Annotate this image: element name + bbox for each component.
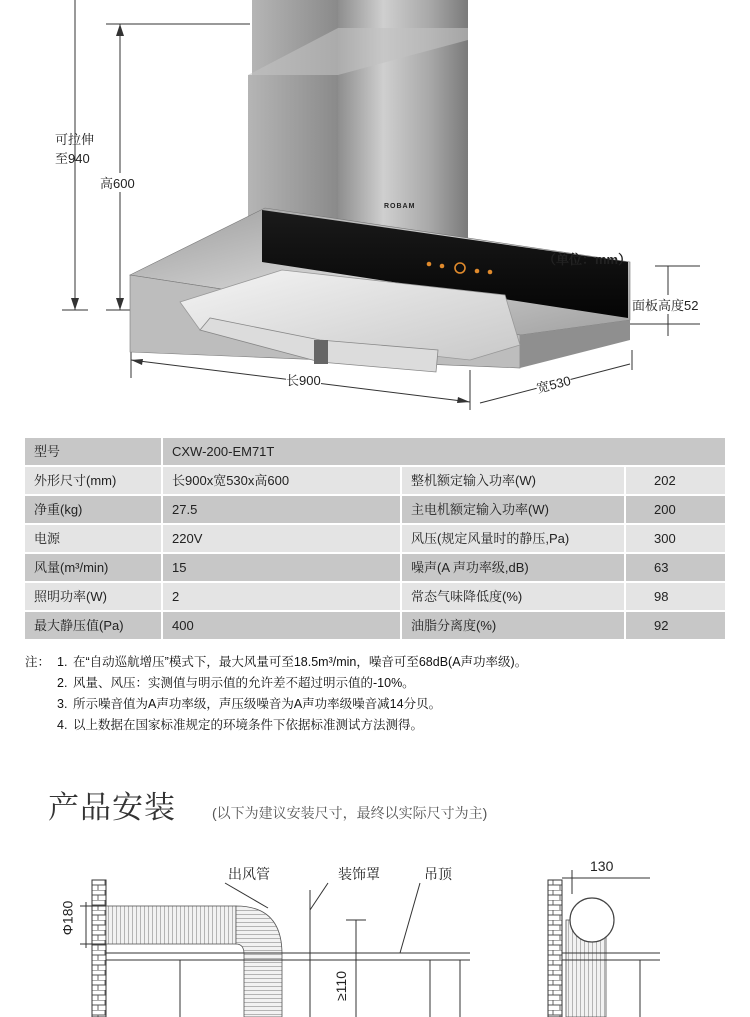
note-number: 4.: [57, 718, 68, 732]
table-row: [25, 583, 725, 610]
panel-height-label: 面板高度52: [632, 295, 698, 314]
hood-body: [130, 208, 630, 372]
stretch-value-label: 至940: [55, 151, 90, 166]
note-item: [25, 715, 740, 736]
control-button-1[interactable]: [427, 262, 432, 267]
spec-key: 风量(m³/min): [25, 554, 161, 581]
table-row: [25, 525, 725, 552]
ceiling-label: 吊顶: [424, 866, 452, 882]
duct-horizontal: [106, 906, 236, 944]
install-subtitle: (以下为建议安装尺寸，最终以实际尺寸为主): [212, 805, 488, 821]
width-label: 宽530: [534, 370, 572, 397]
note-item: [25, 694, 740, 715]
table-row: [25, 467, 725, 494]
stretch-label: 可拉伸: [55, 132, 95, 147]
model-label: 型号: [25, 438, 161, 465]
spec-value: 27.5: [163, 496, 400, 523]
spec-table: [25, 438, 725, 641]
spec-key: 电源: [25, 525, 161, 552]
spec-value: 98: [626, 583, 725, 610]
range-hood-drawing: [0, 0, 750, 430]
notes-lead: 注：: [25, 655, 51, 669]
spec-value: 202: [626, 467, 725, 494]
install-title: 产品安装: [48, 790, 176, 825]
spec-value: 300: [626, 525, 725, 552]
spec-key: 主电机额定输入功率(W): [402, 496, 624, 523]
length-label: 长900: [286, 370, 321, 389]
control-button-4[interactable]: [488, 270, 493, 275]
spec-key: 最大静压值(Pa): [25, 612, 161, 639]
spec-key: 净重(kg): [25, 496, 161, 523]
height-label: 高600: [100, 173, 135, 192]
spec-key: 油脂分离度(%): [402, 612, 624, 639]
spec-key: 噪声(A 声功率级,dB): [402, 554, 624, 581]
spec-value: 63: [626, 554, 725, 581]
note-number: 3.: [57, 697, 68, 711]
note-item: [25, 652, 740, 673]
spec-key: 风压(规定风量时的静压,Pa): [402, 525, 624, 552]
duct-section: [570, 898, 614, 942]
table-row-model: [25, 438, 725, 465]
control-button-2[interactable]: [440, 264, 445, 269]
brand-logo: ROBAM: [384, 203, 416, 210]
wall-right: [548, 880, 562, 1017]
table-row: [25, 496, 725, 523]
duct-elbow: [236, 906, 282, 1017]
table-row: [25, 554, 725, 581]
note-text: 所示噪音值为A声功率级，声压级噪音为A声功率级噪音减14分贝。: [73, 697, 442, 711]
note-number: 2.: [57, 676, 68, 690]
spec-key: 常态气味降低度(%): [402, 583, 624, 610]
note-text: 风量、风压：实测值与明示值的允许差不超过明示值的-10%。: [73, 676, 415, 690]
diameter-label: Φ180: [59, 900, 76, 936]
note-text: 以上数据在国家标准规定的环境条件下依据标准测试方法测得。: [73, 718, 424, 732]
spec-value: 15: [163, 554, 400, 581]
gap-label: ≥110: [333, 970, 350, 1002]
note-text: 在“自动巡航增压”模式下，最大风量可至18.5m³/min，噪音可至68dB(A声功率级)。: [73, 655, 528, 669]
table-row: [25, 612, 725, 639]
spec-value: 92: [626, 612, 725, 639]
spec-key: 照明功率(W): [25, 583, 161, 610]
spec-value: 2: [163, 583, 400, 610]
spec-value: 长900x宽530x高600: [163, 467, 400, 494]
notes-section: [25, 652, 740, 736]
unit-label: （单位：mm）: [543, 252, 632, 267]
spec-key: 整机额定输入功率(W): [402, 467, 624, 494]
note-number: 1.: [57, 655, 68, 669]
spec-key: 外形尺寸(mm): [25, 467, 161, 494]
product-figure: [0, 0, 750, 430]
spec-value: 220V: [163, 525, 400, 552]
note-item: [25, 673, 740, 694]
wall-left: [92, 880, 106, 1017]
duct-label: 出风管: [228, 866, 270, 882]
spec-value: 400: [163, 612, 400, 639]
side-width-label: 130: [590, 858, 614, 874]
model-value: CXW-200-EM71T: [163, 438, 725, 465]
spec-value: 200: [626, 496, 725, 523]
install-diagram: [0, 850, 750, 1017]
cover-label: 装饰罩: [338, 866, 380, 882]
control-button-3[interactable]: [475, 269, 480, 274]
